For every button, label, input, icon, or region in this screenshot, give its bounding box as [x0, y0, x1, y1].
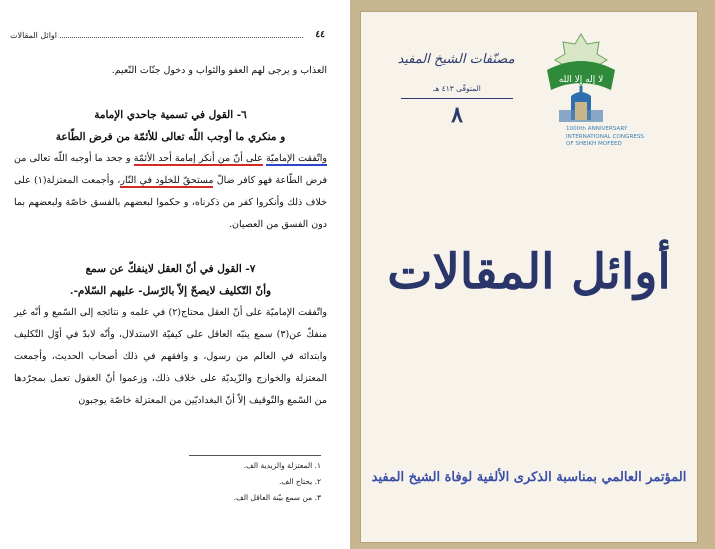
section-7-paragraph: واتّفقت الإماميّة على أنّ العقل محتاج(٢) في علمه و نتائجه إلى السّمع و أنّه غير منفكّ عن(٣) سمع ينبّه العاقل على كيفيّة الاستدلال، وأنّه لابدّ في أوّل التّكليف وابتدائه في العالم من رسول، و وافقهم في ذلك أصحاب الحديث، وأجمعت المعتزلة والخوارج والزّيديّة على خلاف ذلك، وزعموا أنّ العقول تعمل بمجرّدها من السّمع والتّوقيف إلاّ أنّ البغداديّين من المعتزلة خاصّة يوجبون: [14, 307, 327, 406]
running-title: اوائل المقالات: [10, 31, 57, 40]
page-body: [14, 60, 327, 412]
series-rule: [401, 98, 513, 99]
congress-line-1: 1000th ANNIVERSARY: [566, 126, 628, 132]
section-6-heading: ٦- القول في تسمية جاحدي الإمامة: [94, 109, 247, 121]
highlight-red-2: مستحقّ للخلود في النّار: [120, 175, 214, 186]
page-number: ٤٤: [315, 30, 325, 40]
cover-panel: [360, 11, 698, 543]
volume-number: ٨: [451, 102, 463, 128]
header-dotted-rule: [60, 37, 303, 38]
page-header: [10, 30, 325, 44]
section-6-paragraph: [14, 148, 327, 236]
footnote-2: ٢. يحتاج الف.: [278, 477, 321, 486]
section-6-subheading: و منكري ما أوجب اللّه تعالى للأئمّة من فرض الطّاعة: [55, 131, 286, 143]
congress-logo-icon: [541, 30, 621, 126]
section-6-text: و جحد ما أوجبه اللّه: [53, 153, 134, 164]
section-6-text-2: تعالى من فرض الطّاعة فهو كافر ضالّ: [14, 153, 327, 186]
intro-line: العذاب و يرجى لهم العفو والثواب و دخول جنّات النّعيم.: [111, 65, 327, 76]
congress-caption: [566, 126, 696, 149]
section-7-subheading: وأنّ التّكليف لايصحّ إلاّ بالرّسل- عليهم السّلام-.: [69, 285, 272, 297]
section-7-heading: ٧- القول في أنّ العقل لاينفكّ عن سمع: [85, 263, 256, 275]
book-page: [0, 0, 343, 549]
logo-lettering: لا إله إلا الله: [558, 75, 604, 85]
congress-line-2: INTERNATIONAL CONGRESS: [566, 133, 644, 140]
footnote-1: ١. المعتزلة والزيدية الف.: [243, 461, 321, 470]
footnotes: [121, 458, 321, 506]
section-6-text-3: ، وأجمعت: [81, 175, 121, 186]
highlight-blue: واتّفقت الإماميّة: [265, 153, 327, 164]
publisher-line: المؤتمر العالمي بمناسبة الذكرى الألفية لوفاة الشيخ المفيد: [371, 470, 687, 485]
footnote-rule: [189, 455, 321, 456]
section-6-text-4: المعتزلة(١) على خلاف ذلك وأنكروا كفر من ذكرناه، و حكموا لبعضهم بالفسق خاصّة ولبعضهم بما دون الفسق من العصيان.: [14, 175, 327, 230]
series-title: مصنّفات الشيخ المفيد: [397, 52, 515, 67]
series-date: المتوفّى ٤١٣ هـ: [433, 84, 481, 93]
highlight-red: على أنّ من أنكر إمامة أحد الأئمّة: [133, 153, 263, 164]
book-title: أوائل المقالات: [387, 244, 671, 300]
footnote-3: ٣. من سمع بيّنة العاقل الف.: [233, 493, 321, 502]
congress-line-3: OF SHEIKH MOFEED: [566, 141, 622, 147]
book-cover: [350, 0, 715, 549]
